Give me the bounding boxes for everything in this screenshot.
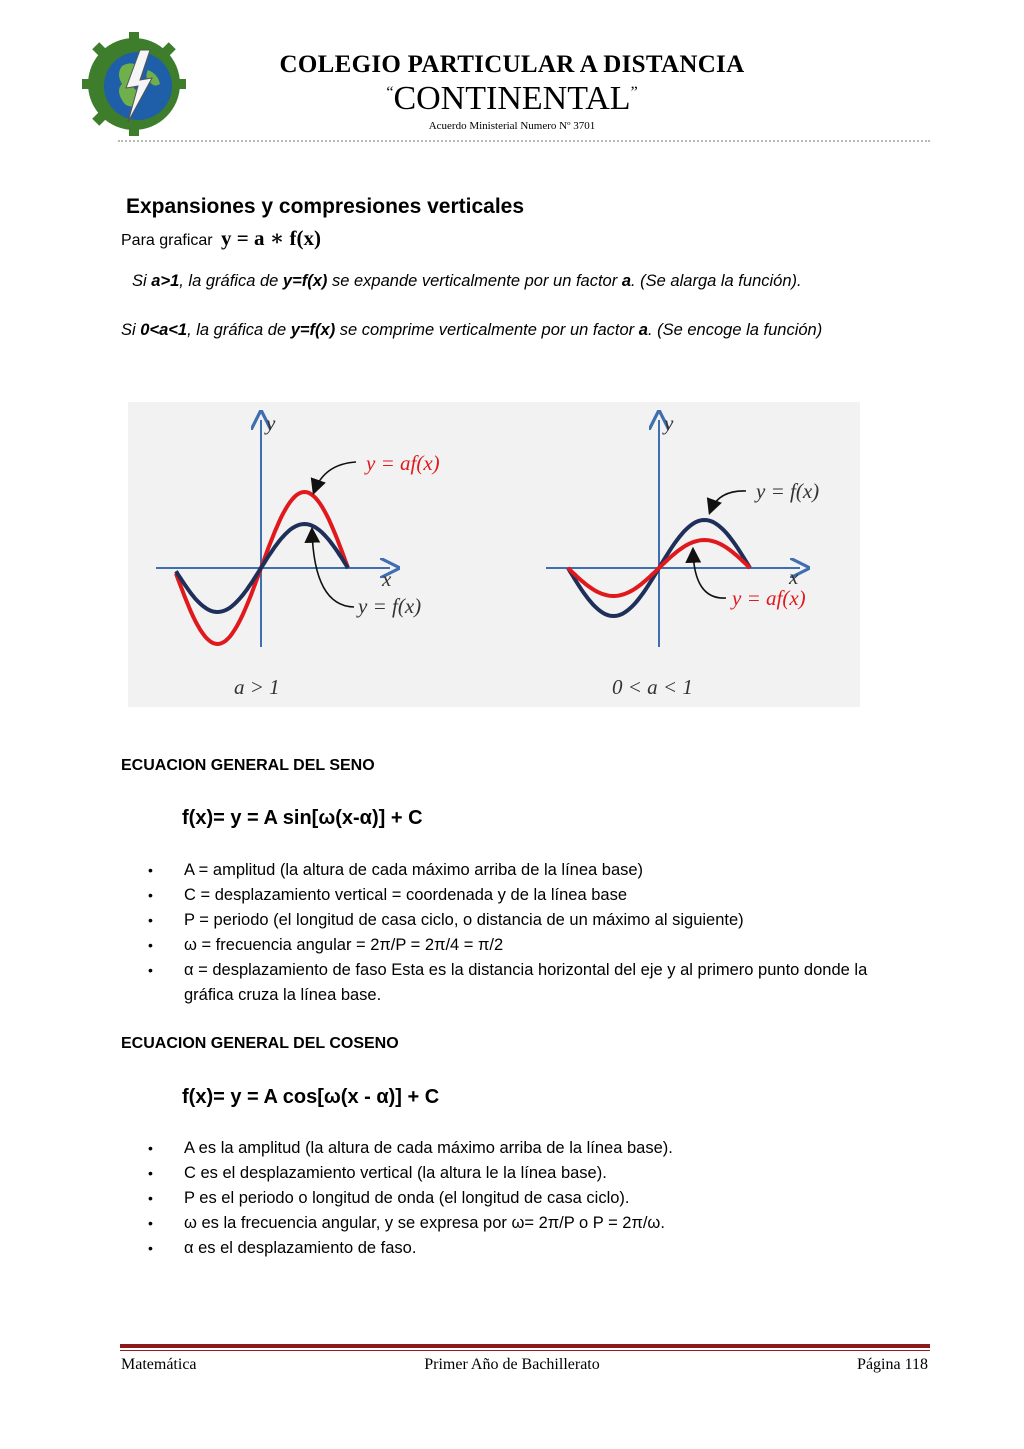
coseno-formula: f(x)= y = A cos[ω(x - α)] + C	[182, 1086, 440, 1108]
footer-divider-thin	[120, 1350, 930, 1351]
school-name: “CONTINENTAL”	[386, 80, 638, 117]
footer-grade: Primer Año de Bachillerato	[424, 1356, 600, 1373]
school-name-text: CONTINENTAL	[393, 80, 631, 117]
seno-heading: ECUACION GENERAL DEL SENO	[121, 757, 375, 774]
left-navy-label: y = f(x)	[358, 594, 422, 618]
school-line1: COLEGIO PARTICULAR A DISTANCIA	[279, 51, 745, 78]
seno-formula: f(x)= y = A sin[ω(x-α)] + C	[182, 807, 423, 829]
footer-divider	[120, 1344, 930, 1348]
right-navy-pointer	[710, 491, 746, 512]
ministerial-accord: Acuerdo Ministerial Numero Nº 3701	[428, 120, 596, 132]
list-item: • P es el periodo o longitud de onda (el longitud de casa ciclo).	[146, 1186, 906, 1211]
right-red-label: y = af(x)	[732, 586, 806, 610]
header-divider	[118, 140, 930, 142]
list-item: • A = amplitud (la altura de cada máximo arriba de la línea base)	[146, 858, 906, 883]
seno-list	[146, 858, 906, 1008]
left-panel	[156, 411, 440, 699]
list-item: • α = desplazamiento de faso Esta es la distancia horizontal del eje y al primero punto donde la gráfica cruza la línea base.	[146, 958, 906, 1008]
right-x-label: x	[789, 565, 799, 589]
right-navy-label: y = f(x)	[756, 479, 820, 503]
coseno-list	[146, 1136, 906, 1261]
right-panel	[546, 411, 819, 699]
left-caption: a > 1	[234, 675, 280, 699]
right-y-label: y	[664, 411, 674, 435]
list-item: • P = periodo (el longitud de casa ciclo, o distancia de un máximo al siguiente)	[146, 908, 906, 933]
left-red-label: y = af(x)	[366, 451, 440, 475]
list-item: • C es el desplazamiento vertical (la altura le la línea base).	[146, 1161, 906, 1186]
left-y-label: y	[266, 411, 276, 435]
right-caption: 0 < a < 1	[612, 675, 693, 699]
right-red-pointer	[693, 550, 726, 598]
section-title: Expansiones y compresiones verticales	[126, 195, 525, 218]
list-item: • ω es la frecuencia angular, y se expresa por ω= 2π/P o P = 2π/ω.	[146, 1211, 906, 1236]
stretch-compress-figure	[128, 402, 860, 707]
paragraph-expand: Si a>1, la gráfica de y=f(x) se expande verticalmente por un factor a. (Se alarga la función).	[132, 272, 802, 290]
graph-intro: Para graficar y = a ∗ f(x)	[121, 226, 322, 250]
coseno-heading: ECUACION GENERAL DEL COSENO	[121, 1035, 399, 1052]
left-x-label: x	[382, 567, 392, 591]
graph-formula: y = a ∗ f(x)	[221, 226, 322, 250]
list-item: • ω = frecuencia angular = 2π/P = 2π/4 = π/2	[146, 933, 906, 958]
footer-page-number: Página 118	[857, 1356, 928, 1373]
left-red-pointer	[314, 462, 356, 492]
paragraph-compress: Si 0<a<1, la gráfica de y=f(x) se comprime verticalmente por un factor a. (Se encoge la función)	[121, 321, 823, 339]
list-item: • A es la amplitud (la altura de cada máximo arriba de la línea base).	[146, 1136, 906, 1161]
list-item: • α es el desplazamiento de faso.	[146, 1236, 906, 1261]
list-item: • C = desplazamiento vertical = coordenada y de la línea base	[146, 883, 906, 908]
footer-subject: Matemática	[121, 1356, 197, 1373]
